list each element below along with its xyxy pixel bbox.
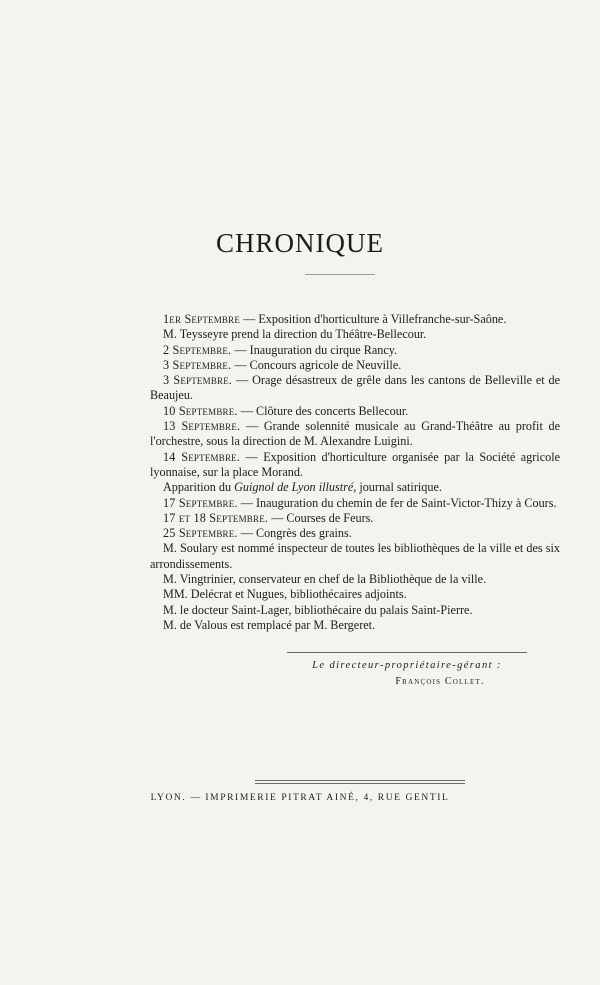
- entry-date: 3 Septembre.: [163, 357, 232, 372]
- chronicle-entry: [150, 358, 560, 373]
- entry-italic-title: Guignol de Lyon illustré: [234, 480, 354, 495]
- entry-text: Exposition d'horticulture organisée par la Société agricole lyonnaise, sur la place Morand.: [150, 449, 560, 479]
- printer-footer: LYON. — IMPRIMERIE PITRAT AINÉ, 4, RUE GENTIL: [150, 793, 450, 803]
- chronicle-entry: [150, 603, 560, 618]
- entry-separator: —: [231, 357, 250, 372]
- entry-text: M. Teysseyre prend la direction du Théâtre-Bellecour.: [163, 327, 427, 342]
- entry-date: 13 Septembre.: [163, 419, 241, 434]
- chronicle-entries: [150, 312, 560, 633]
- entry-text: Concours agricole de Neuville.: [249, 357, 402, 372]
- entry-date: 25 Septembre.: [163, 526, 238, 541]
- chronicle-entry: [150, 450, 560, 481]
- entry-text: Congrès des grains.: [255, 526, 352, 541]
- entry-text: M. de Valous est remplacé par M. Bergeret.: [163, 617, 376, 632]
- chronicle-entry: [150, 419, 560, 450]
- entry-separator: —: [237, 526, 256, 541]
- entry-text: Exposition d'horticulture à Villefranche-sur-Saône.: [258, 312, 507, 326]
- entry-date: 17 Septembre.: [163, 495, 238, 510]
- chronicle-entry: [150, 373, 560, 404]
- entry-text: , journal satirique.: [353, 480, 442, 495]
- entry-text: M. Vingtrinier, conservateur en chef de la Bibliothèque de la ville.: [163, 572, 487, 587]
- chronicle-entry: [150, 343, 560, 358]
- entry-date: 3 Septembre.: [163, 373, 233, 388]
- entry-text: M. Soulary est nommé inspecteur de toutes les bibliothèques de la ville et des six arrondissements.: [150, 541, 560, 571]
- footer-divider-top: [255, 780, 465, 781]
- chronicle-entry: [150, 496, 560, 511]
- entry-separator: —: [237, 495, 256, 510]
- entry-separator: —: [237, 403, 256, 418]
- entry-separator: —: [240, 449, 264, 464]
- chronicle-entry: [150, 312, 560, 327]
- chronicle-entry: [150, 587, 560, 602]
- chronicle-entry: [150, 327, 560, 342]
- title-divider: [305, 274, 375, 275]
- chronicle-entry: [150, 480, 560, 495]
- chronicle-entry: [150, 526, 560, 541]
- entry-text: Courses de Feurs.: [286, 510, 374, 525]
- entry-text: Orage désastreux de grêle dans les cantons de Belleville et de Beaujeu.: [150, 373, 561, 403]
- entry-separator: —: [240, 312, 259, 326]
- chronicle-entry: [150, 541, 560, 572]
- footer-divider-bottom: [255, 783, 465, 784]
- entry-date: 14 Septembre.: [163, 449, 241, 464]
- entry-text: Clôture des concerts Bellecour.: [255, 403, 409, 418]
- signature-divider: [287, 652, 527, 653]
- entry-text: MM. Delécrat et Nugues, bibliothécaires adjoints.: [163, 587, 407, 602]
- chronicle-entry: [150, 404, 560, 419]
- entry-separator: —: [268, 510, 287, 525]
- chronicle-entry: [150, 511, 560, 526]
- signature-label: Le directeur-propriétaire-gérant :: [312, 660, 502, 671]
- signature-name: François Collet.: [395, 676, 485, 687]
- entry-separator: —: [232, 373, 253, 388]
- page-title: CHRONIQUE: [216, 228, 384, 258]
- entry-text-prefix: Apparition du: [163, 480, 235, 495]
- entry-date: 10 Septembre.: [163, 403, 238, 418]
- entry-date: 1er Septembre: [163, 312, 241, 326]
- entry-separator: —: [231, 342, 250, 357]
- entry-text: Inauguration du cirque Rancy.: [249, 342, 398, 357]
- entry-date: 17 et 18 Septembre.: [163, 510, 269, 525]
- entry-text: Inauguration du chemin de fer de Saint-Victor-Thizy à Cours.: [255, 495, 557, 510]
- chronicle-entry: [150, 618, 560, 633]
- entry-text: M. le docteur Saint-Lager, bibliothécaire du palais Saint-Pierre.: [163, 602, 473, 617]
- entry-text: Grande solennité musicale au Grand-Théâtre au profit de l'orchestre, sous la direction de M. Alexandre Luigini.: [150, 419, 561, 449]
- entry-date: 2 Septembre.: [163, 342, 232, 357]
- entry-separator: —: [240, 419, 264, 434]
- chronicle-entry: [150, 572, 560, 587]
